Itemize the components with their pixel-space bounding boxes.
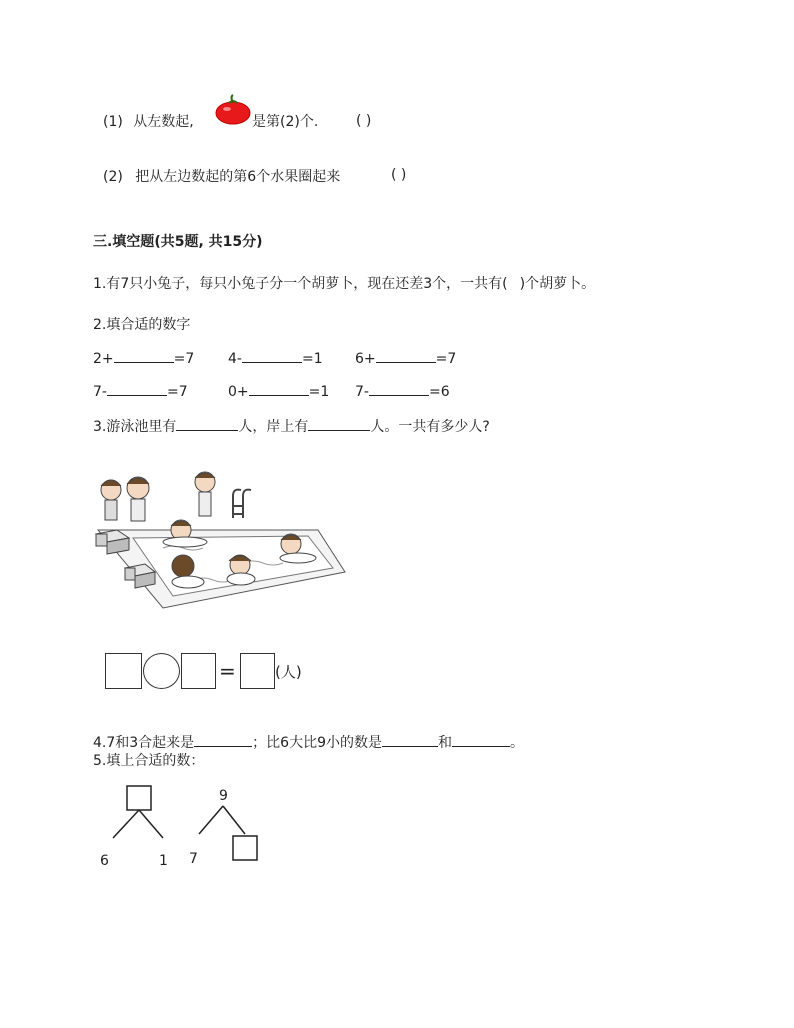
tomato-image <box>214 94 252 126</box>
equation-left: 4- <box>228 351 242 367</box>
answer-blank[interactable] <box>308 417 370 431</box>
question-3-3 <box>93 416 490 436</box>
answer-blank[interactable] <box>452 733 510 747</box>
equation-right: =7 <box>173 351 195 367</box>
number-tree-1 <box>95 782 185 872</box>
answer-box[interactable] <box>105 653 142 689</box>
answer-paren: ( ) <box>391 167 407 183</box>
equation <box>355 349 456 367</box>
answer-blank[interactable] <box>107 382 167 396</box>
equation-left: 6+ <box>355 351 376 367</box>
question-text-mid: ；比6大比9小的数是 <box>252 735 382 751</box>
question-3-2-title: 2.填合适的数字 <box>93 317 191 333</box>
question-text-pre: 1.有7只小兔子，每只小兔子分一个胡萝卜，现在还差3个，一共有( <box>93 276 508 292</box>
answer-blank[interactable] <box>382 733 438 747</box>
question-text-pre: 3.游泳池里有 <box>93 419 177 435</box>
equation-right: =7 <box>435 351 457 367</box>
equation <box>93 349 194 367</box>
tree-left-number: 6 <box>100 853 109 869</box>
question-text-mid: 人，岸上有 <box>238 419 309 435</box>
question-text-pre: 从左数起, <box>133 114 194 130</box>
equation-left: 7- <box>355 384 369 400</box>
tree-top-number: 9 <box>219 788 228 804</box>
equation <box>228 382 329 400</box>
question-2-1 <box>103 111 194 131</box>
answer-blank[interactable] <box>176 417 238 431</box>
question-number: (2) <box>103 169 123 185</box>
equation <box>228 349 323 367</box>
swimming-pool-illustration <box>93 468 349 612</box>
question-3-4 <box>93 732 524 752</box>
equation <box>355 382 450 400</box>
question-2-2 <box>103 166 340 186</box>
answer-box[interactable] <box>240 653 275 689</box>
question-text-post: 人。一共有多少人? <box>370 419 490 435</box>
answer-blank[interactable] <box>242 349 302 363</box>
equation-left: 0+ <box>228 384 249 400</box>
answer-blank[interactable] <box>376 349 436 363</box>
operator-circle[interactable] <box>143 653 180 689</box>
answer-box[interactable] <box>127 786 151 810</box>
question-text-mid: 和 <box>438 735 452 751</box>
question-text-post: )个胡萝卜。 <box>519 276 596 292</box>
answer-blank[interactable] <box>114 349 174 363</box>
equation-right: =6 <box>428 384 450 400</box>
equals-sign: = <box>219 659 236 683</box>
equation-right: =1 <box>301 351 323 367</box>
question-3-1 <box>93 273 595 293</box>
question-3-5-title: 5.填上合适的数： <box>93 753 205 769</box>
unit-label: (人) <box>275 663 302 681</box>
equation <box>93 382 188 400</box>
question-2-1-post <box>252 111 318 131</box>
section-heading: 三.填空题(共5题, 共15分) <box>93 234 263 250</box>
equation-left: 7- <box>93 384 107 400</box>
question-text: 把从左边数起的第6个水果圈起来 <box>135 169 341 185</box>
answer-box[interactable] <box>181 653 216 689</box>
question-number: (1) <box>103 114 123 130</box>
answer-blank[interactable] <box>369 382 429 396</box>
equation-right: =1 <box>308 384 330 400</box>
equation-left: 2+ <box>93 351 114 367</box>
number-tree-2 <box>185 782 265 872</box>
answer-box[interactable] <box>233 836 257 860</box>
equation-right: =7 <box>166 384 188 400</box>
tree-right-number: 1 <box>159 853 168 869</box>
answer-paren: ( ) <box>356 113 372 129</box>
question-text-post: 。 <box>510 735 524 751</box>
answer-blank[interactable] <box>194 733 252 747</box>
question-text-pre: 4.7和3合起来是 <box>93 735 195 751</box>
question-text-post: 是第(2)个. <box>252 114 319 130</box>
tree-left-number: 7 <box>189 851 198 867</box>
answer-blank[interactable] <box>249 382 309 396</box>
